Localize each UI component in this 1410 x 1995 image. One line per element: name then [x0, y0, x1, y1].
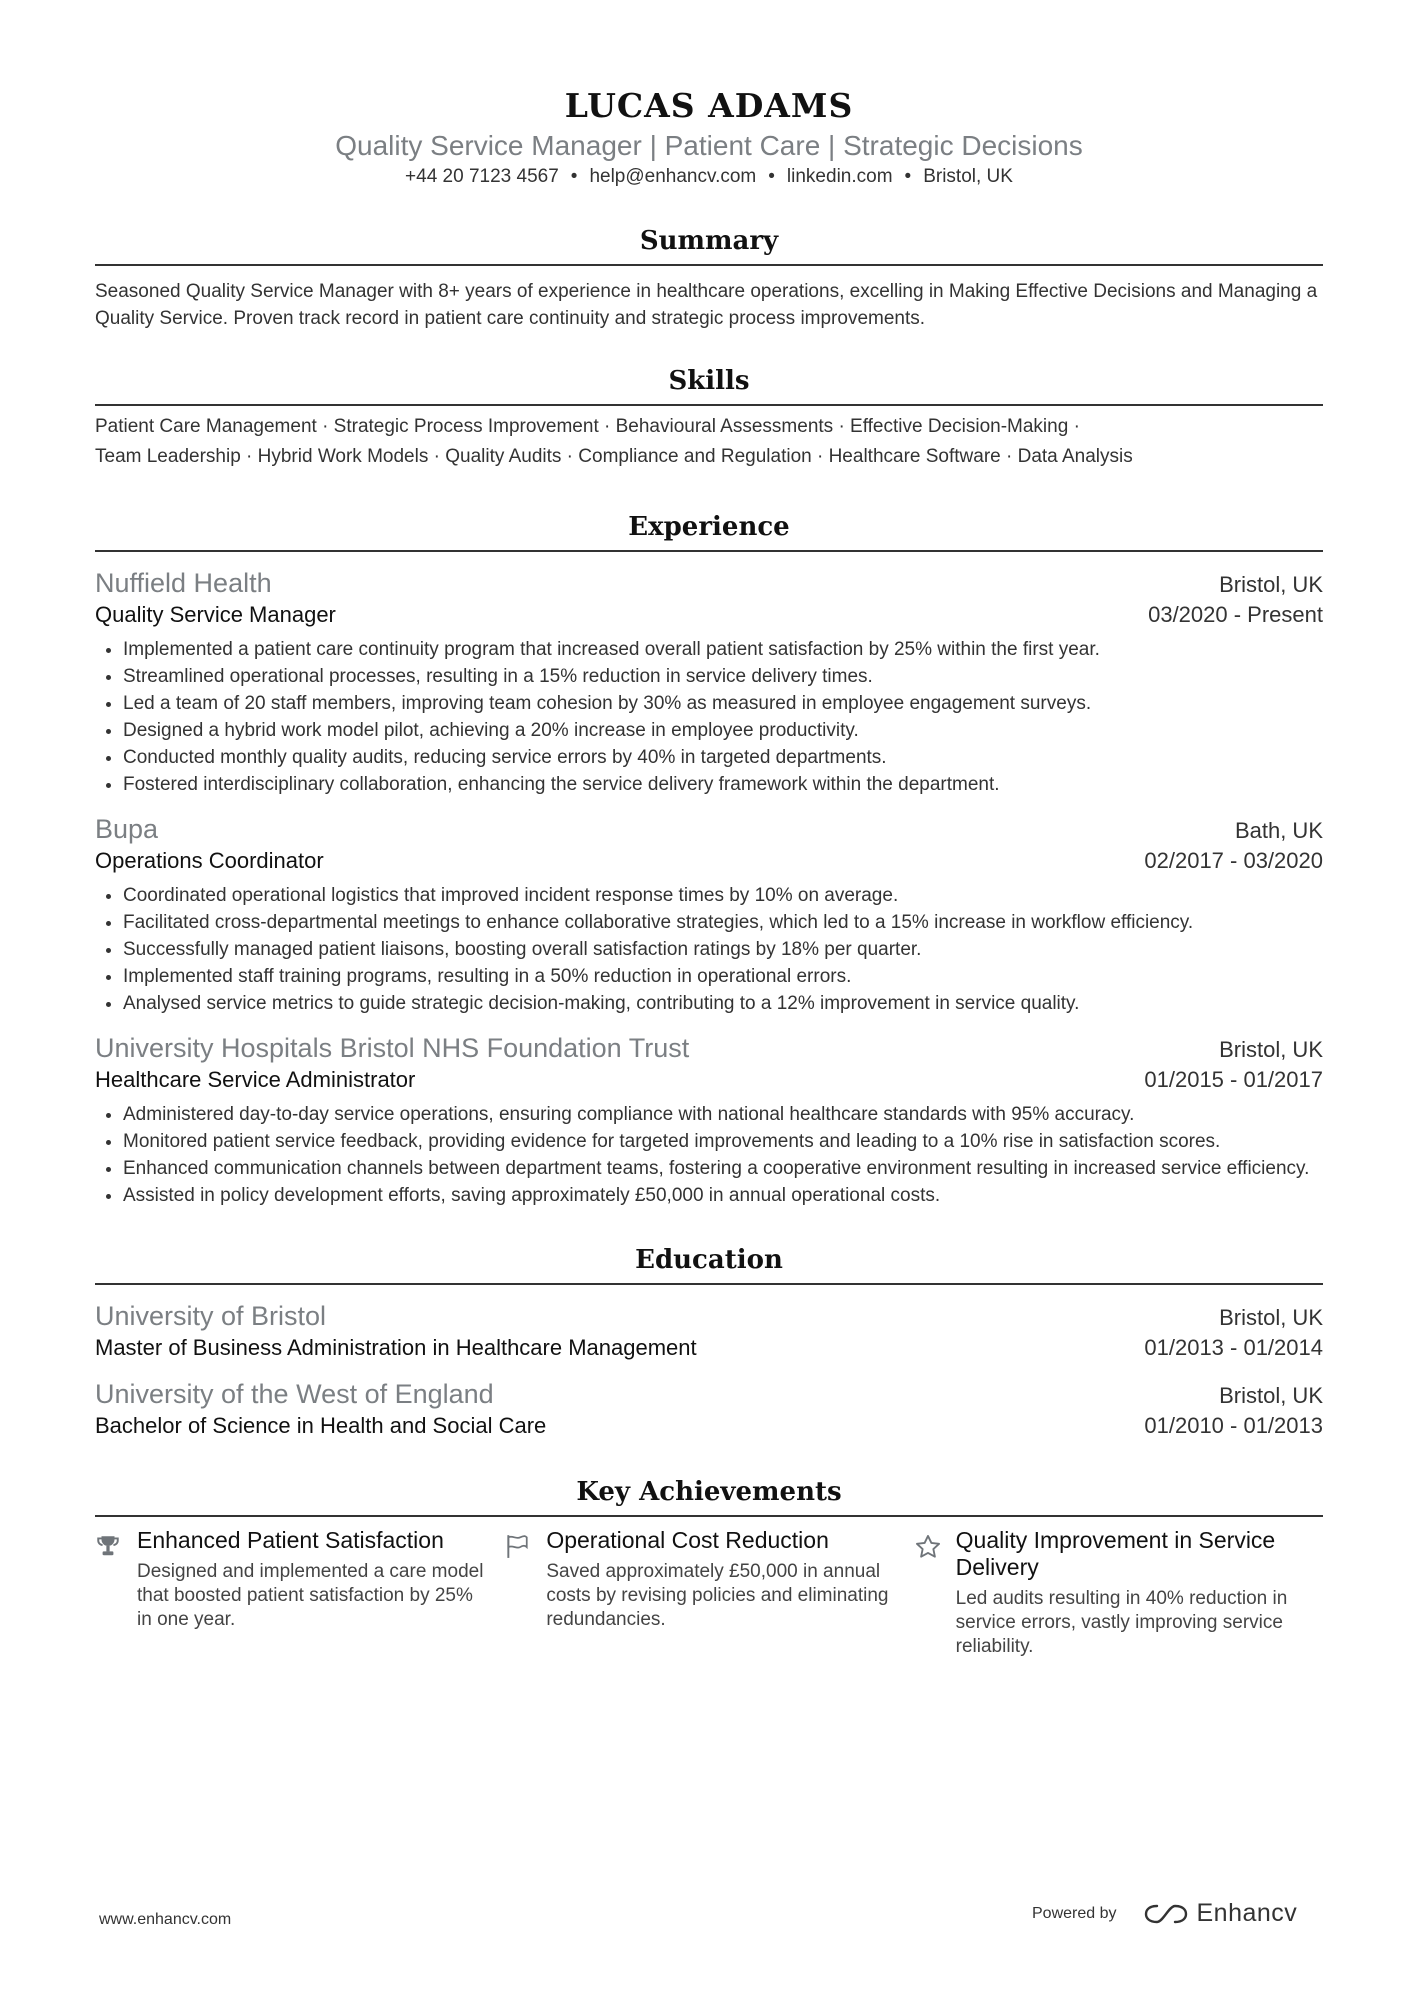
bullet-item: • Fostered interdisciplinary collaboration, enhancing the service delivery framework within the department.	[123, 771, 1323, 798]
company-name: University Hospitals Bristol NHS Foundation Trust	[95, 1033, 690, 1063]
candidate-name: LUCAS ADAMS	[564, 86, 854, 125]
company-name: Nuffield Health	[95, 568, 272, 598]
job-title: Healthcare Service Administrator	[95, 1067, 416, 1092]
bullet-item: • Enhanced communication channels between department teams, fostering a cooperative environment resulting in increased service efficiency.	[123, 1155, 1323, 1182]
bullet-item: • Assisted in policy development efforts, saving approximately £50,000 in annual operational costs.	[123, 1182, 1323, 1209]
job-dates: 03/2020 - Present	[1148, 602, 1323, 627]
education-heading: Education	[635, 1245, 783, 1275]
job-location: Bath, UK	[1234, 818, 1323, 843]
bullet-item: • Coordinated operational logistics that improved incident response times by 10% on average.	[123, 882, 1323, 909]
section-divider	[95, 1515, 1323, 1517]
candidate-title: Quality Service Manager | Patient Care | Strategic Decisions	[335, 130, 1083, 161]
section-divider	[95, 264, 1323, 266]
achievement-description: Designed and implemented a care model that boosted patient satisfaction by 25% in one year.	[137, 1561, 484, 1630]
achievement-description: Led audits resulting in 40% reduction in service errors, vastly improving service reliability.	[955, 1588, 1288, 1657]
bullet-item: • Implemented staff training programs, resulting in a 50% reduction in operational errors.	[123, 963, 1323, 990]
experience-entry	[95, 566, 1323, 798]
summary-section	[95, 224, 1323, 332]
section-divider	[95, 1283, 1323, 1285]
degree-title: Bachelor of Science in Health and Social Care	[95, 1413, 547, 1438]
section-divider	[95, 550, 1323, 552]
education-dates: 01/2013 - 01/2014	[1144, 1335, 1323, 1360]
bullet-item: • Analysed service metrics to guide strategic decision-making, contributing to a 12% improvement in service quality.	[123, 990, 1323, 1017]
school-name: University of the West of England	[95, 1379, 494, 1409]
achievement-title: Enhanced Patient Satisfaction	[137, 1527, 444, 1553]
contact-line	[95, 164, 1323, 190]
school-name: University of Bristol	[95, 1301, 327, 1331]
job-title: Quality Service Manager	[95, 602, 336, 627]
achievements-list	[95, 1527, 1323, 1659]
bullet-item: • Successfully managed patient liaisons, boosting overall satisfaction ratings by 18% per quarter.	[123, 936, 1323, 963]
separator-dot: •	[570, 166, 578, 187]
job-title: Operations Coordinator	[95, 848, 324, 873]
experience-entry	[95, 1031, 1323, 1209]
resume-page	[95, 0, 1323, 1659]
bullet-item: • Facilitated cross-departmental meetings to enhance collaborative strategies, which led to a 15% increase in workflow efficiency.	[123, 909, 1323, 936]
job-dates: 02/2017 - 03/2020	[1144, 848, 1323, 873]
skills-list	[95, 412, 1323, 472]
experience-section	[95, 510, 1323, 1209]
skills-heading: Skills	[668, 366, 750, 396]
achievement-title: Quality Improvement in Service Delivery	[955, 1527, 1276, 1580]
summary-heading: Summary	[639, 226, 779, 256]
email-link[interactable]: help@enhancv.com	[589, 166, 757, 187]
skills-line: Team Leadership · Hybrid Work Models · Quality Audits · Compliance and Regulation · Healthcare Software · Data Analysis	[95, 446, 1133, 467]
job-bullets	[95, 882, 1323, 1017]
section-divider	[95, 404, 1323, 406]
education-entry	[95, 1299, 1323, 1363]
flag-icon	[504, 1527, 546, 1659]
enhancv-brand-name[interactable]: Enhancv	[1196, 1899, 1298, 1927]
education-entry	[95, 1377, 1323, 1441]
footer-branding	[1032, 1899, 1297, 1928]
skills-line: Patient Care Management · Strategic Process Improvement · Behavioural Assessments · Effective Decision-Making ·	[95, 416, 1080, 437]
job-location: Bristol, UK	[1219, 1037, 1323, 1062]
bullet-item: • Led a team of 20 staff members, improving team cohesion by 30% as measured in employee engagement surveys.	[123, 690, 1323, 717]
achievements-heading: Key Achievements	[576, 1477, 842, 1507]
bullet-item: • Designed a hybrid work model pilot, achieving a 20% increase in employee productivity.	[123, 717, 1323, 744]
linkedin-link[interactable]: linkedin.com	[786, 166, 893, 187]
summary-text: Seasoned Quality Service Manager with 8+ years of experience in healthcare operations, excelling in Making Effective Decisions and Managing a Quality Service. Proven track record in patient care continuity and strategic process improvements.	[95, 281, 1318, 329]
bullet-item: • Implemented a patient care continuity program that increased overall patient satisfaction by 25% within the first year.	[123, 636, 1323, 663]
education-section	[95, 1243, 1323, 1441]
job-bullets	[95, 636, 1323, 798]
company-name: Bupa	[95, 814, 159, 844]
experience-heading: Experience	[628, 512, 790, 542]
star-icon	[914, 1527, 956, 1659]
bullet-item: • Conducted monthly quality audits, reducing service errors by 40% in targeted departments.	[123, 744, 1323, 771]
bullet-item: • Monitored patient service feedback, providing evidence for targeted improvements and leading to a 10% rise in satisfaction scores.	[123, 1128, 1323, 1155]
separator-dot: •	[904, 166, 912, 187]
degree-title: Master of Business Administration in Healthcare Management	[95, 1335, 697, 1360]
job-location: Bristol, UK	[1219, 572, 1323, 597]
achievement-item	[914, 1527, 1323, 1659]
achievement-title: Operational Cost Reduction	[546, 1527, 829, 1553]
phone-number: +44 20 7123 4567	[405, 166, 559, 187]
resume-header	[95, 0, 1323, 190]
footer-website[interactable]: www.enhancv.com	[99, 1911, 232, 1928]
school-location: Bristol, UK	[1219, 1305, 1323, 1330]
bullet-item: • Administered day-to-day service operations, ensuring compliance with national healthcare standards with 95% accuracy.	[123, 1101, 1323, 1128]
skills-section	[95, 364, 1323, 472]
achievements-section	[95, 1475, 1323, 1659]
experience-entry	[95, 812, 1323, 1017]
enhancv-logo-icon	[1143, 1902, 1189, 1926]
separator-dot: •	[768, 166, 775, 187]
achievement-item	[95, 1527, 504, 1659]
education-dates: 01/2010 - 01/2013	[1144, 1413, 1323, 1438]
school-location: Bristol, UK	[1219, 1383, 1323, 1408]
job-bullets	[95, 1101, 1323, 1209]
powered-by-label: Powered by	[1032, 1904, 1117, 1922]
job-dates: 01/2015 - 01/2017	[1144, 1067, 1323, 1092]
achievement-item	[504, 1527, 913, 1659]
trophy-icon	[95, 1527, 137, 1659]
location-text: Bristol, UK	[923, 166, 1013, 187]
bullet-item: • Streamlined operational processes, resulting in a 15% reduction in service delivery times.	[123, 663, 1323, 690]
achievement-description: Saved approximately £50,000 in annual costs by revising policies and eliminating redundancies.	[546, 1561, 889, 1630]
